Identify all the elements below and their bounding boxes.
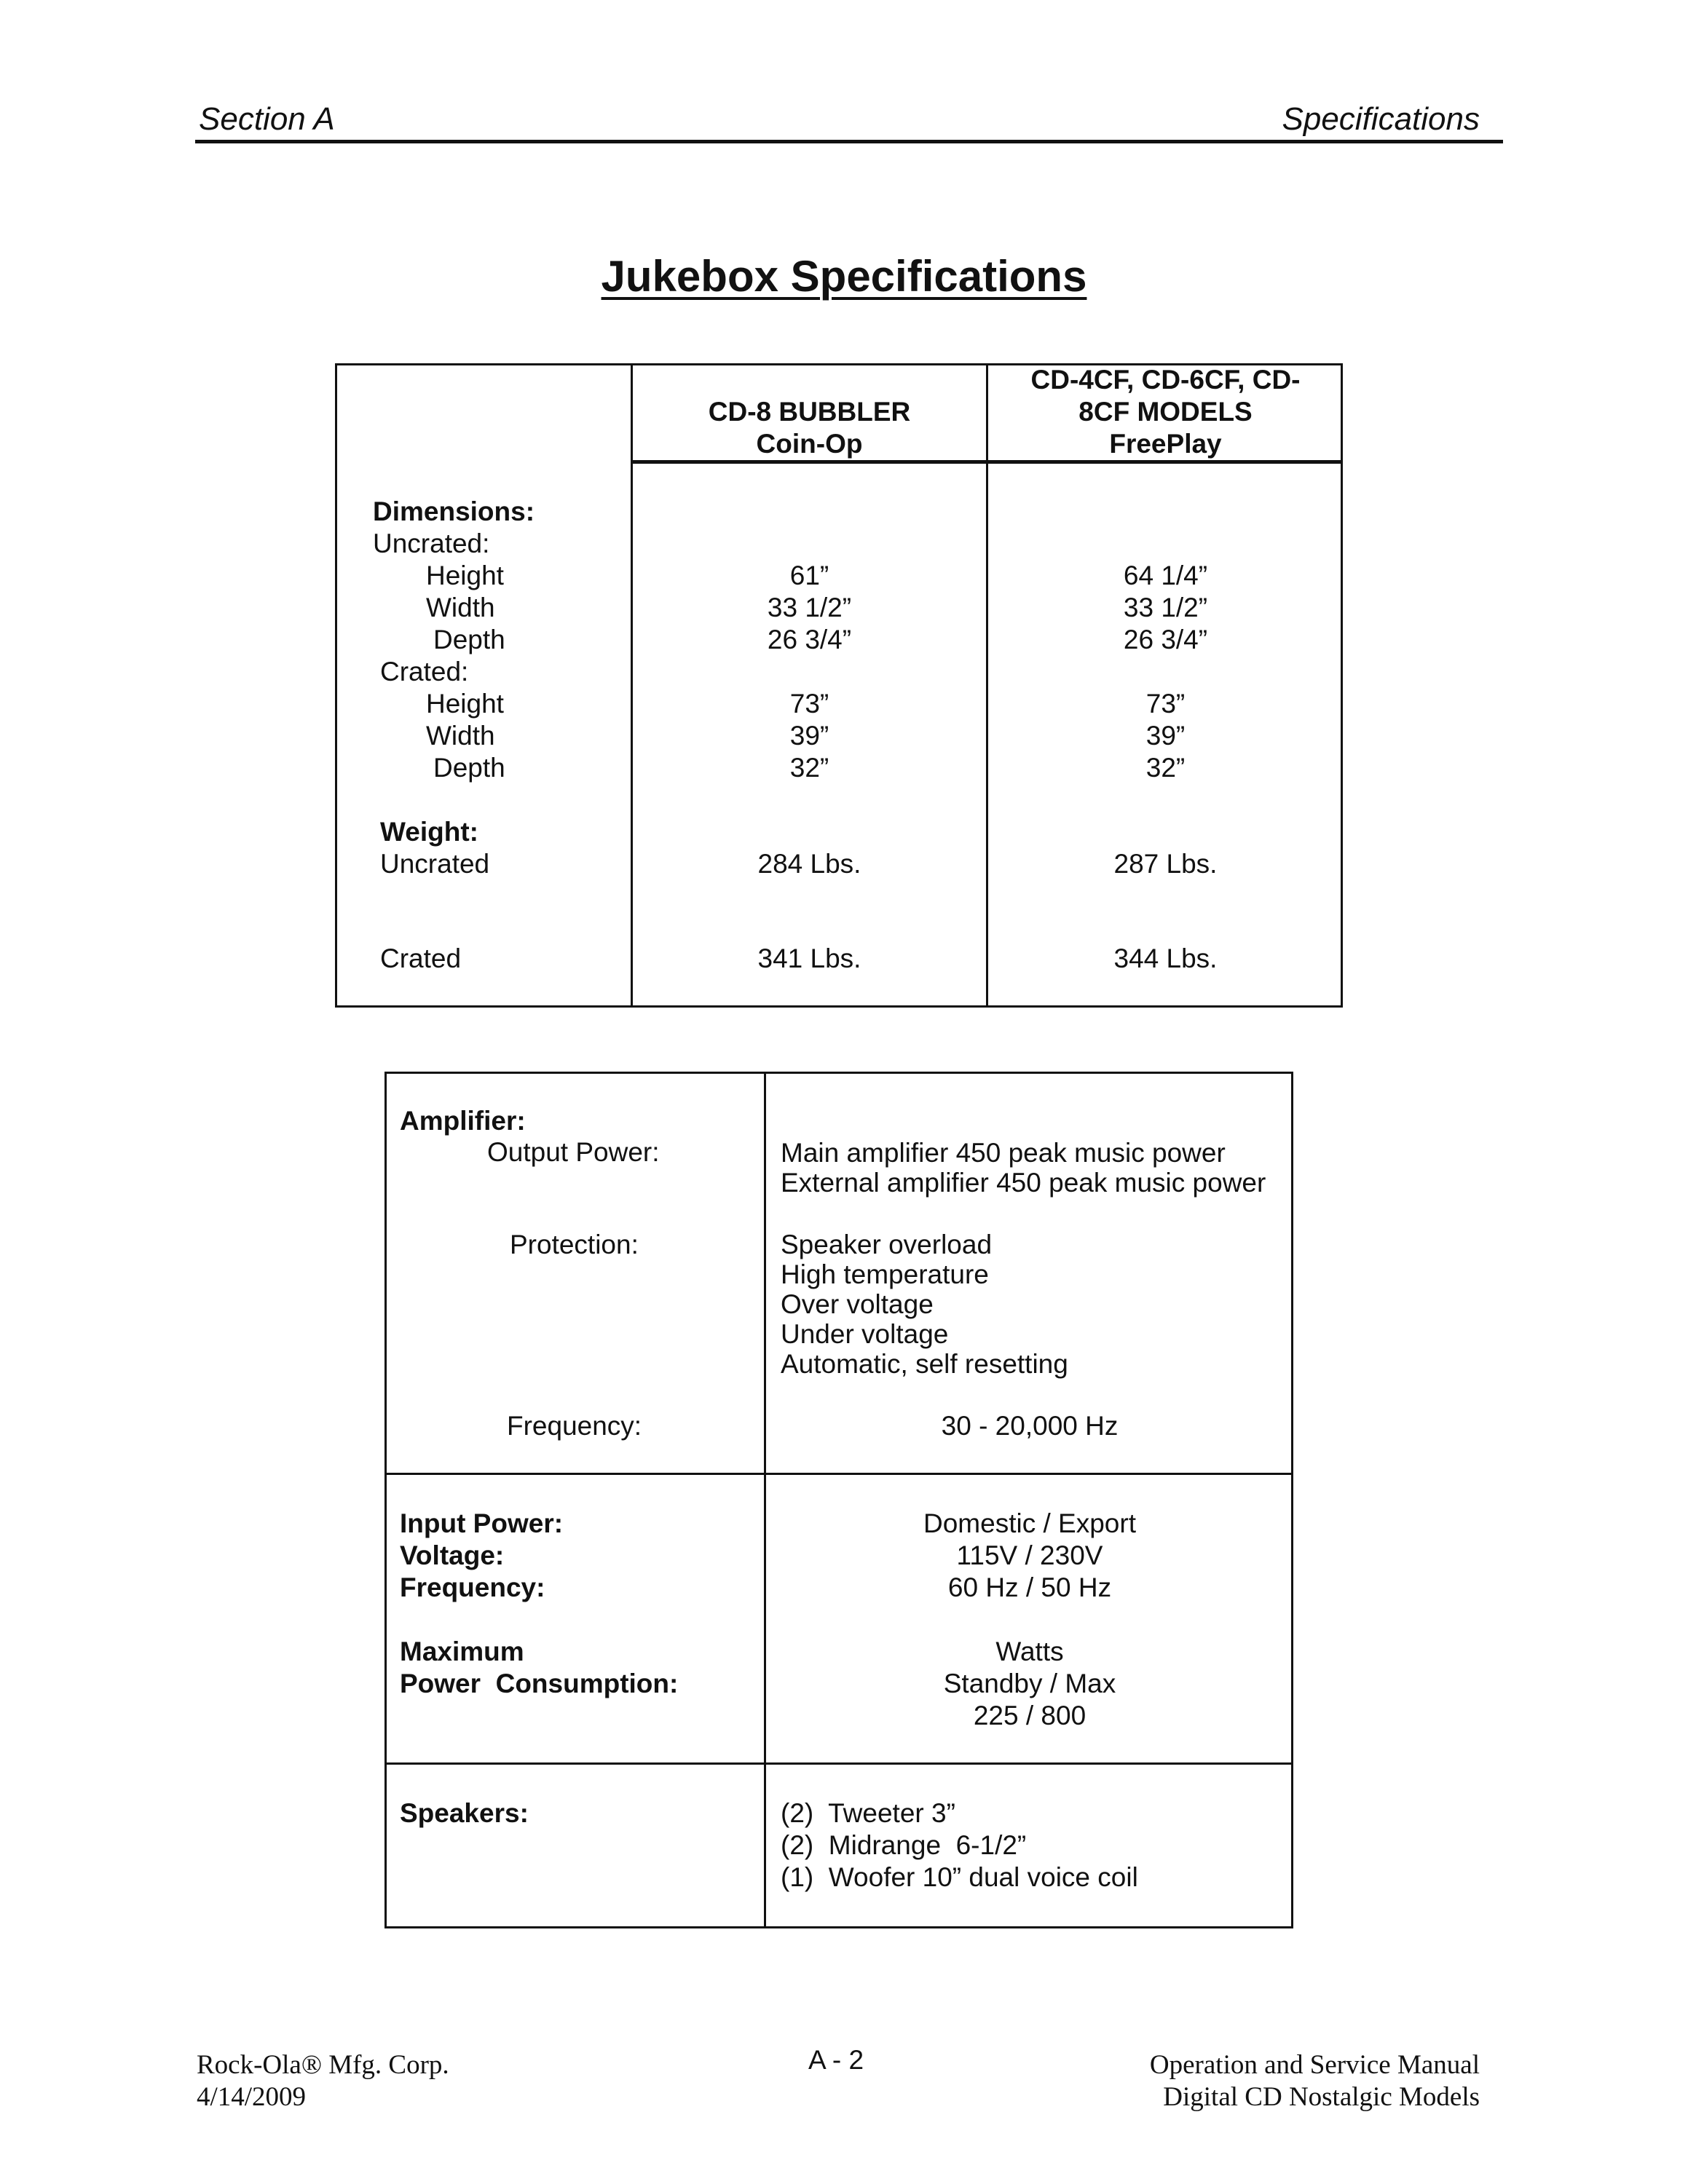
col1-weight-uncrated: 284 Lbs. — [757, 849, 861, 879]
footer-models: Digital CD Nostalgic Models — [1163, 2082, 1480, 2112]
col2-uncrated-height: 64 1/4” — [1123, 561, 1208, 590]
input-power-value: Domestic / Export — [923, 1508, 1136, 1538]
max-power-value-line-2: Standby / Max — [943, 1669, 1116, 1698]
output-power-label: Output Power: — [487, 1137, 660, 1167]
frequency-value: 30 - 20,000 Hz — [941, 1411, 1119, 1441]
output-power-line-1: Main amplifier 450 peak music power — [781, 1138, 1226, 1168]
page-number: A - 2 — [808, 2045, 864, 2075]
speaker-line-2: (2) Midrange 6-1/2” — [781, 1830, 1027, 1860]
speaker-line-1: (2) Tweeter 3” — [781, 1798, 955, 1828]
input-frequency-value: 60 Hz / 50 Hz — [947, 1572, 1112, 1602]
max-power-value-line-1: Watts — [995, 1637, 1064, 1666]
output-power-line-2: External amplifier 450 peak music power — [781, 1168, 1266, 1198]
col1-uncrated-width: 33 1/2” — [767, 593, 852, 622]
frequency-label: Frequency: — [507, 1411, 642, 1441]
protection-line-2: High temperature — [781, 1259, 989, 1289]
col2-weight-crated: 344 Lbs. — [1113, 943, 1218, 973]
crated-label: Crated: — [380, 657, 469, 687]
amplifier-row-divider-1 — [384, 1473, 1293, 1475]
crated-width-label: Width — [426, 721, 495, 751]
col2-header-line2: 8CF MODELS — [1078, 397, 1253, 427]
amplifier-row-divider-2 — [384, 1762, 1293, 1765]
col1-uncrated-height: 61” — [789, 561, 829, 590]
speakers-label: Speakers: — [400, 1798, 529, 1828]
protection-line-3: Over voltage — [781, 1289, 934, 1319]
page-title — [0, 251, 1688, 302]
col2-crated-depth: 32” — [1145, 753, 1186, 783]
col1-crated-height: 73” — [789, 689, 829, 719]
input-frequency-label: Frequency: — [400, 1572, 545, 1602]
input-power-label: Input Power: — [400, 1508, 564, 1538]
footer-date: 4/14/2009 — [197, 2082, 307, 2112]
protection-line-1: Speaker overload — [781, 1230, 993, 1259]
uncrated-width-label: Width — [426, 593, 495, 622]
section-title: Specifications — [1282, 101, 1480, 137]
col1-weight-crated: 341 Lbs. — [757, 943, 861, 973]
speaker-line-3: (1) Woofer 10” dual voice coil — [781, 1862, 1138, 1892]
weight-crated-label: Crated — [380, 943, 462, 973]
protection-line-4: Under voltage — [781, 1319, 949, 1349]
voltage-value: 115V / 230V — [956, 1540, 1103, 1570]
col1-header-line1: CD-8 BUBBLER — [708, 397, 911, 427]
crated-height-label: Height — [426, 689, 504, 719]
uncrated-depth-label: Depth — [433, 625, 505, 654]
dimensions-label: Dimensions: — [373, 496, 535, 526]
max-power-value-line-3: 225 / 800 — [973, 1701, 1086, 1730]
col2-crated-width: 39” — [1145, 721, 1186, 751]
max-power-label-line-2: Power Consumption: — [400, 1669, 679, 1698]
section-label: Section A — [199, 101, 335, 137]
protection-line-5: Automatic, self resetting — [781, 1349, 1068, 1379]
amplifier-label: Amplifier: — [400, 1106, 526, 1136]
col2-header-line3: FreePlay — [1109, 429, 1222, 459]
uncrated-label: Uncrated: — [373, 529, 490, 558]
col1-crated-depth: 32” — [789, 753, 829, 783]
max-power-label-line-1: Maximum — [400, 1637, 524, 1666]
col1-crated-width: 39” — [789, 721, 829, 751]
uncrated-height-label: Height — [426, 561, 504, 590]
amplifier-col-divider — [764, 1072, 766, 1928]
footer-manual-title: Operation and Service Manual — [1149, 2050, 1480, 2080]
weight-label: Weight: — [380, 817, 478, 847]
col2-uncrated-width: 33 1/2” — [1123, 593, 1208, 622]
col1-uncrated-depth: 26 3/4” — [767, 625, 852, 654]
col2-uncrated-depth: 26 3/4” — [1123, 625, 1208, 654]
col2-header-line1: CD-4CF, CD-6CF, CD- — [1030, 365, 1301, 395]
crated-depth-label: Depth — [433, 753, 505, 783]
col2-crated-height: 73” — [1145, 689, 1186, 719]
col2-weight-uncrated: 287 Lbs. — [1113, 849, 1218, 879]
col1-header-line2: Coin-Op — [756, 429, 863, 459]
protection-label: Protection: — [510, 1230, 639, 1259]
header-rule — [195, 140, 1503, 143]
voltage-label: Voltage: — [400, 1540, 505, 1570]
dimensions-header-rule — [632, 460, 1343, 464]
weight-uncrated-label: Uncrated — [380, 849, 490, 879]
page-title-text: Jukebox Specifications — [601, 252, 1087, 301]
footer-company: Rock-Ola® Mfg. Corp. — [197, 2050, 449, 2080]
